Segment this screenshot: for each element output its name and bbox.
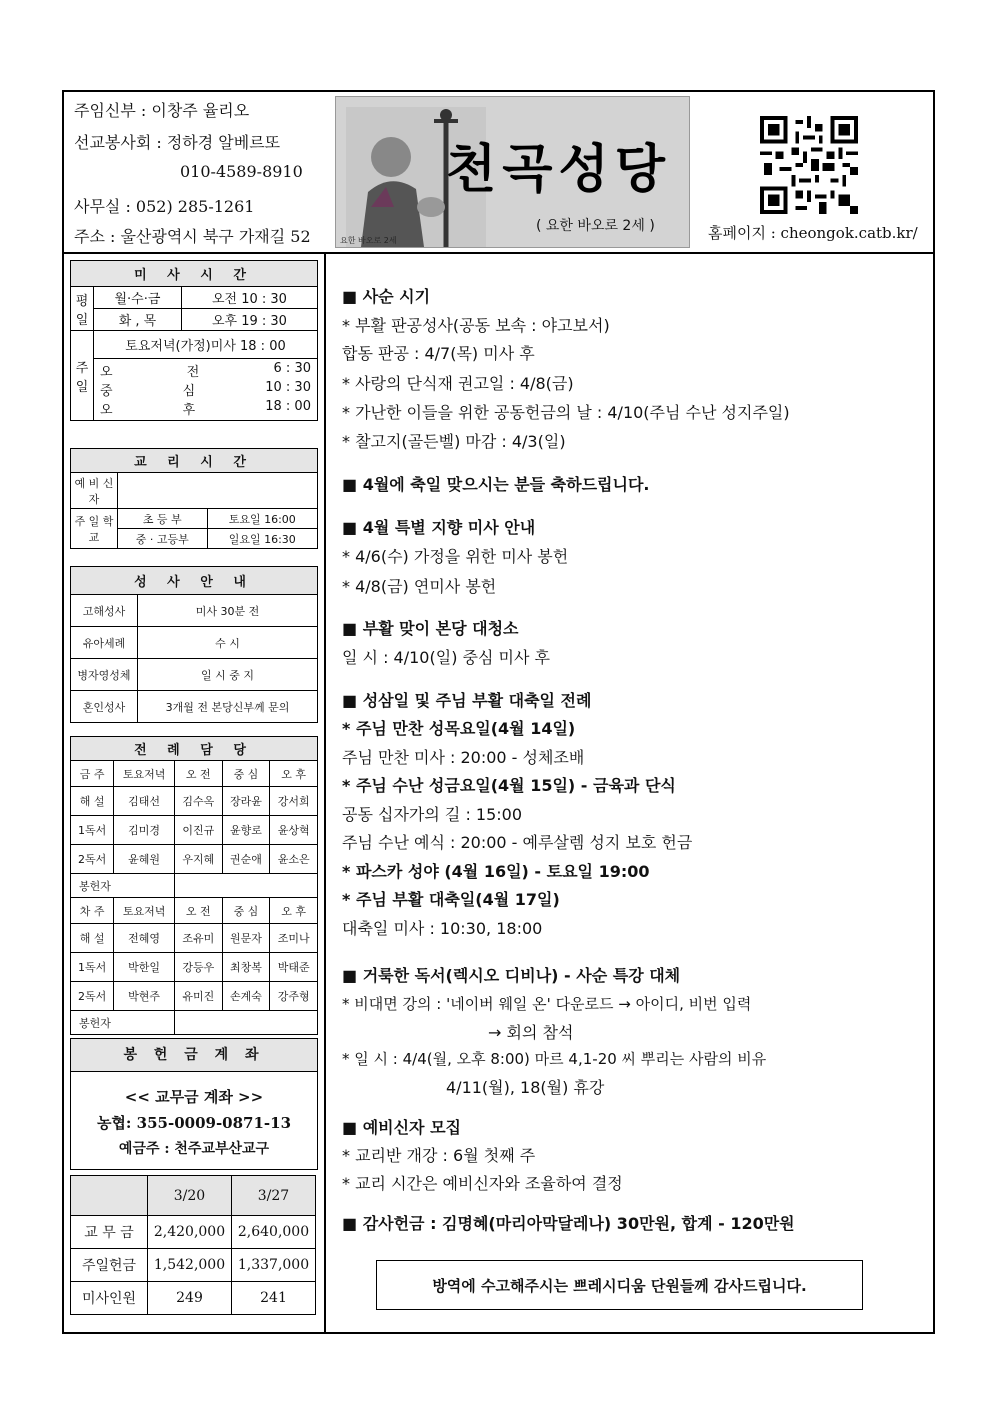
sacrament-key: 혼인성사 <box>71 691 138 723</box>
list-item: * 주님 수난 성금요일(4월 15일) - 금육과 단식 <box>342 776 676 795</box>
catechumen-label: 예 비 신 자 <box>71 473 118 509</box>
list-item: * 교리 시간은 예비신자와 조율하여 결정 <box>342 1174 623 1193</box>
list-item: 공동 십자가의 길 : 15:00 <box>342 805 523 824</box>
offertory-label: 봉헌자 <box>71 874 175 898</box>
section-special-mass: ■ 4월 특별 지향 미사 안내 <box>342 518 536 537</box>
finance-key: 미사인원 <box>71 1282 148 1315</box>
thanks-note: 방역에 수고해주시는 쁘레시디움 단원들께 감사드립니다. <box>376 1260 863 1310</box>
address-line: 주소 : 울산광역시 북구 가재길 52 <box>74 227 311 246</box>
list-item-continued: 4/11(월), 18(월) 휴강 <box>446 1078 605 1097</box>
sunday-mass-list: 오 전 6 : 30 중 심 10 : 30 오 후 18 : 00 <box>94 359 318 421</box>
office-line: 사무실 : 052) 285-1261 <box>74 197 255 216</box>
sacrament-value: 수 시 <box>138 627 318 659</box>
offertory-label: 봉헌자 <box>71 1011 175 1035</box>
catechism-title: 교 리 시 간 <box>71 449 318 473</box>
mass-times-table <box>70 260 318 421</box>
section-catechumen: ■ 예비신자 모집 <box>342 1118 461 1137</box>
catechism-table <box>70 448 318 549</box>
pastor-line: 주임신부 : 이창주 율리오 <box>74 101 250 120</box>
weekday-time-1: 오전 10 : 30 <box>181 287 317 309</box>
list-item: 일 시 : 4/10(일) 중심 미사 후 <box>342 648 550 667</box>
liturgy-title: 전 례 담 당 <box>71 737 318 761</box>
sunday-school-label: 주 일 학 교 <box>71 509 118 549</box>
list-item: * 4/6(수) 가정을 위한 미사 봉헌 <box>342 547 569 566</box>
sacrament-value: 3개월 전 본당신부께 문의 <box>138 691 318 723</box>
elementary-label: 초 등 부 <box>118 509 208 529</box>
list-item: 합동 판공 : 4/7(목) 미사 후 <box>342 344 535 363</box>
finance-date: 3/20 <box>148 1176 232 1216</box>
patron-subtitle: ( 요한 바오로 2세 ) <box>536 218 655 234</box>
list-item: 주님 만찬 미사 : 20:00 - 성체조배 <box>342 748 585 767</box>
section-thanksgiving: ■ 감사헌금 : 김명혜(마리아막달레나) 30만원, 합계 - 120만원 <box>342 1214 795 1233</box>
header-divider <box>62 252 935 254</box>
weekday-days-2: 화 , 목 <box>94 309 182 331</box>
account-heading: << 교무금 계좌 >> <box>124 1088 264 1106</box>
mass-times-title: 미 사 시 간 <box>71 261 318 287</box>
phone-line: 010-4589-8910 <box>180 162 303 181</box>
account-number: 농협: 355-0009-0871-13 <box>96 1114 292 1132</box>
elementary-time: 토요일 16:00 <box>207 509 318 529</box>
sacrament-value: 일 시 중 지 <box>138 659 318 691</box>
list-item: * 사랑의 단식재 권고일 : 4/8(금) <box>342 374 574 393</box>
section-lent: ■ 사순 시기 <box>342 287 431 306</box>
saturday-evening-mass: 토요저녁(가정)미사 18 : 00 <box>94 331 318 359</box>
sacraments-title: 성 사 안 내 <box>71 567 318 595</box>
sacrament-key: 병자영성체 <box>71 659 138 691</box>
section-feast-greetings: ■ 4월에 축일 맞으시는 분들 축하드립니다. <box>342 475 650 494</box>
list-item: 대축일 미사 : 10:30, 18:00 <box>342 919 543 938</box>
list-item: * 부활 판공성사(공동 보속 : 야고보서) <box>342 316 610 335</box>
offering-account-box <box>70 1038 318 1170</box>
finance-key: 교 무 금 <box>71 1216 148 1249</box>
weekday-days-1: 월·수·금 <box>94 287 182 309</box>
list-item: * 4/8(금) 연미사 봉헌 <box>342 577 497 596</box>
list-item: * 파스카 성야 (4월 16일) - 토요일 19:00 <box>342 862 650 881</box>
sunday-label: 주 일 <box>71 331 94 421</box>
weekday-label: 평 일 <box>71 287 94 331</box>
list-item: * 교리반 개강 : 6월 첫째 주 <box>342 1146 536 1165</box>
account-holder: 예금주 : 천주교부산교구 <box>118 1141 270 1157</box>
section-lectio-divina: ■ 거룩한 독서(렉시오 디비나) - 사순 특강 대체 <box>342 966 681 985</box>
council-line: 선교봉사회 : 정하경 알베르또 <box>74 133 281 152</box>
section-cleaning: ■ 부활 맞이 본당 대청소 <box>342 619 519 638</box>
finance-table: 3/20 3/27 교 무 금 2,420,000 2,640,000 주일헌금 1,542,000 1,337,000 미사인원 249 241 <box>70 1175 316 1315</box>
sacrament-key: 유아세례 <box>71 627 138 659</box>
church-title: 천곡성당 <box>446 140 671 200</box>
finance-date: 3/27 <box>232 1176 316 1216</box>
homepage-url: 홈페이지 : cheongok.catb.kr/ <box>708 224 918 242</box>
section-triduum: ■ 성삼일 및 주님 부활 대축일 전례 <box>342 691 592 710</box>
photo-caption: 요한 바오로 2세 <box>340 236 397 245</box>
liturgy-roster-table: 전 례 담 당 금 주 토요저녁 오 전 중 심 오 후 해 설 김태선 김수옥 장라윤 강서희 1독서 김미경 이진규 윤향로 윤상혁 2독서 윤혜원 우지혜 권순애 윤소은 봉헌자 차 주 토요저녁 오 전 중 심 오 후 해 설 전혜영 조유미 원문자 조미나 1독서 박한일 강등우 최창복 박태준 2독서 박현주 유미진 손계숙 강주형 봉헌자 <box>70 736 318 1035</box>
qr-code-icon <box>760 116 858 214</box>
church-banner <box>335 96 690 248</box>
list-item: * 주님 부활 대축일(4월 17일) <box>342 890 560 909</box>
list-item: * 주님 만찬 성목요일(4월 14일) <box>342 719 576 738</box>
finance-key: 주일헌금 <box>71 1249 148 1282</box>
sacrament-value: 미사 30분 전 <box>138 595 318 627</box>
list-item: * 찰고지(골든벨) 마감 : 4/3(일) <box>342 432 566 451</box>
list-item-continued: → 회의 참석 <box>488 1023 574 1042</box>
list-item: * 가난한 이들을 위한 공동헌금의 날 : 4/10(주님 수난 성지주일) <box>342 403 790 422</box>
column-divider <box>324 252 326 1334</box>
middle-high-time: 일요일 16:30 <box>207 529 318 549</box>
middle-high-label: 중 · 고등부 <box>118 529 208 549</box>
list-item: 주님 수난 예식 : 20:00 - 예루살렘 성지 보호 헌금 <box>342 833 693 852</box>
sacrament-key: 고해성사 <box>71 595 138 627</box>
sacraments-table <box>70 566 318 723</box>
weekday-time-2: 오후 19 : 30 <box>181 309 317 331</box>
account-title: 봉 헌 금 계 좌 <box>71 1039 317 1072</box>
list-item: * 비대면 강의 : '네이버 웨일 온' 다운로드 → 아이디, 비번 입력 <box>342 995 752 1013</box>
list-item: * 일 시 : 4/4(월, 오후 8:00) 마르 4,1-20 씨 뿌리는 사람의 비유 <box>342 1050 767 1068</box>
